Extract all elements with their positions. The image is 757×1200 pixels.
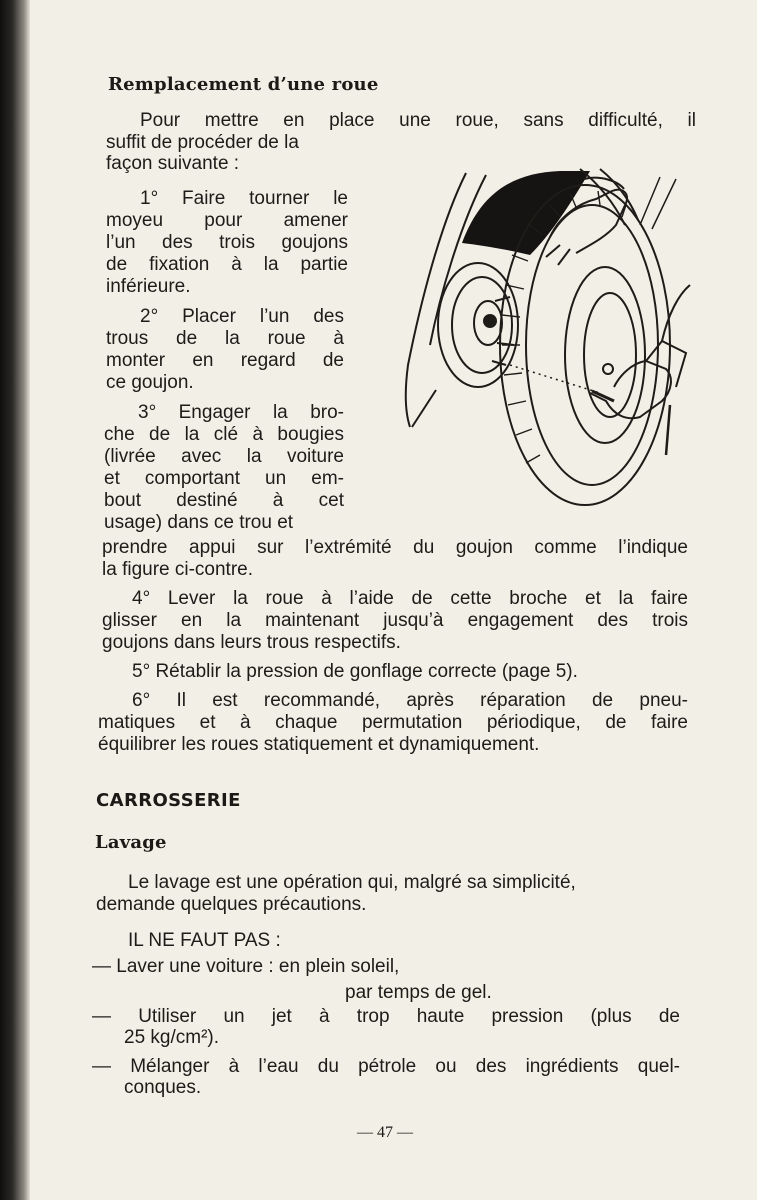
step-line: monter en regard de: [106, 350, 344, 371]
page-number: — 47 —: [357, 1124, 413, 1141]
list-item-3: [92, 1056, 680, 1078]
washing-intro-line: Le lavage est une opération qui, malgré sa simplicité,: [128, 872, 576, 893]
step-line: prendre appui sur l’extrémité du goujon comme l’indique: [102, 537, 688, 558]
step-line: la figure ci-contre.: [102, 559, 254, 580]
step-line: 6° Il est recommandé, après réparation de pneu-: [132, 690, 688, 711]
step-line: usage) dans ce trou et: [104, 512, 294, 533]
step-line: moyeu pour amener: [106, 210, 348, 231]
list-item-3-cont: conques.: [124, 1077, 202, 1098]
step-5: 5° Rétablir la pression de gonflage correcte (page 5).: [132, 661, 578, 682]
section-title-wheel: Remplacement d’une roue: [108, 74, 379, 95]
book-spine-shadow: [0, 0, 30, 1200]
step-3: [104, 402, 344, 534]
warning-heading: IL NE FAUT PAS :: [128, 930, 281, 951]
list-item-1-cont: par temps de gel.: [345, 982, 492, 1003]
step-line: l’un des trois goujons: [106, 232, 348, 253]
step-line: 4° Lever la roue à l’aide de cette broche et la faire: [132, 588, 688, 609]
step-line: matiques et à chaque permutation périodique, de faire: [98, 712, 688, 733]
step-line: glisser en la maintenant jusqu’à engagement des trois: [102, 610, 688, 631]
intro-paragraph: [106, 110, 696, 132]
step-1: [106, 188, 348, 298]
washing-intro: [96, 872, 690, 916]
step-line: (livrée avec la voiture: [104, 446, 344, 467]
step-line: 3° Engager la bro-: [138, 402, 344, 423]
step-line: et comportant un em-: [104, 468, 344, 489]
list-item-2: [92, 1006, 680, 1028]
intro-line: Pour mettre en place une roue, sans difficulté, il: [140, 110, 696, 131]
step-line: ce goujon.: [106, 372, 194, 393]
intro-line: façon suivante :: [106, 153, 240, 174]
list-item-line: — Mélanger à l’eau du pétrole ou des ingrédients quel-: [92, 1056, 680, 1077]
washing-intro-line: demande quelques précautions.: [96, 894, 367, 915]
step-3-continued: [102, 537, 688, 581]
step-4: [102, 588, 688, 654]
list-item-1: — Laver une voiture : en plein soleil,: [92, 956, 400, 977]
step-line: goujons dans leurs trous respectifs.: [102, 632, 401, 653]
wheel-installation-illustration: [400, 165, 695, 510]
intro-line: suffit de procéder de la: [106, 132, 299, 153]
step-line: de fixation à la partie: [106, 254, 348, 275]
step-line: 2° Placer l’un des: [140, 306, 344, 327]
step-6: [98, 690, 688, 756]
step-line: équilibrer les roues statiquement et dynamiquement.: [98, 734, 540, 755]
subsection-title-washing: Lavage: [95, 832, 167, 853]
step-line: inférieure.: [106, 276, 191, 297]
step-line: che de la clé à bougies: [104, 424, 344, 445]
section-title-body: CARROSSERIE: [96, 790, 241, 811]
list-item-line: — Utiliser un jet à trop haute pression (plus de: [92, 1006, 680, 1027]
list-item-2-cont: 25 kg/cm²).: [124, 1027, 220, 1048]
step-2: [106, 306, 344, 394]
step-line: 1° Faire tourner le: [140, 188, 348, 209]
step-line: trous de la roue à: [106, 328, 344, 349]
step-line: bout destiné à cet: [104, 490, 344, 511]
